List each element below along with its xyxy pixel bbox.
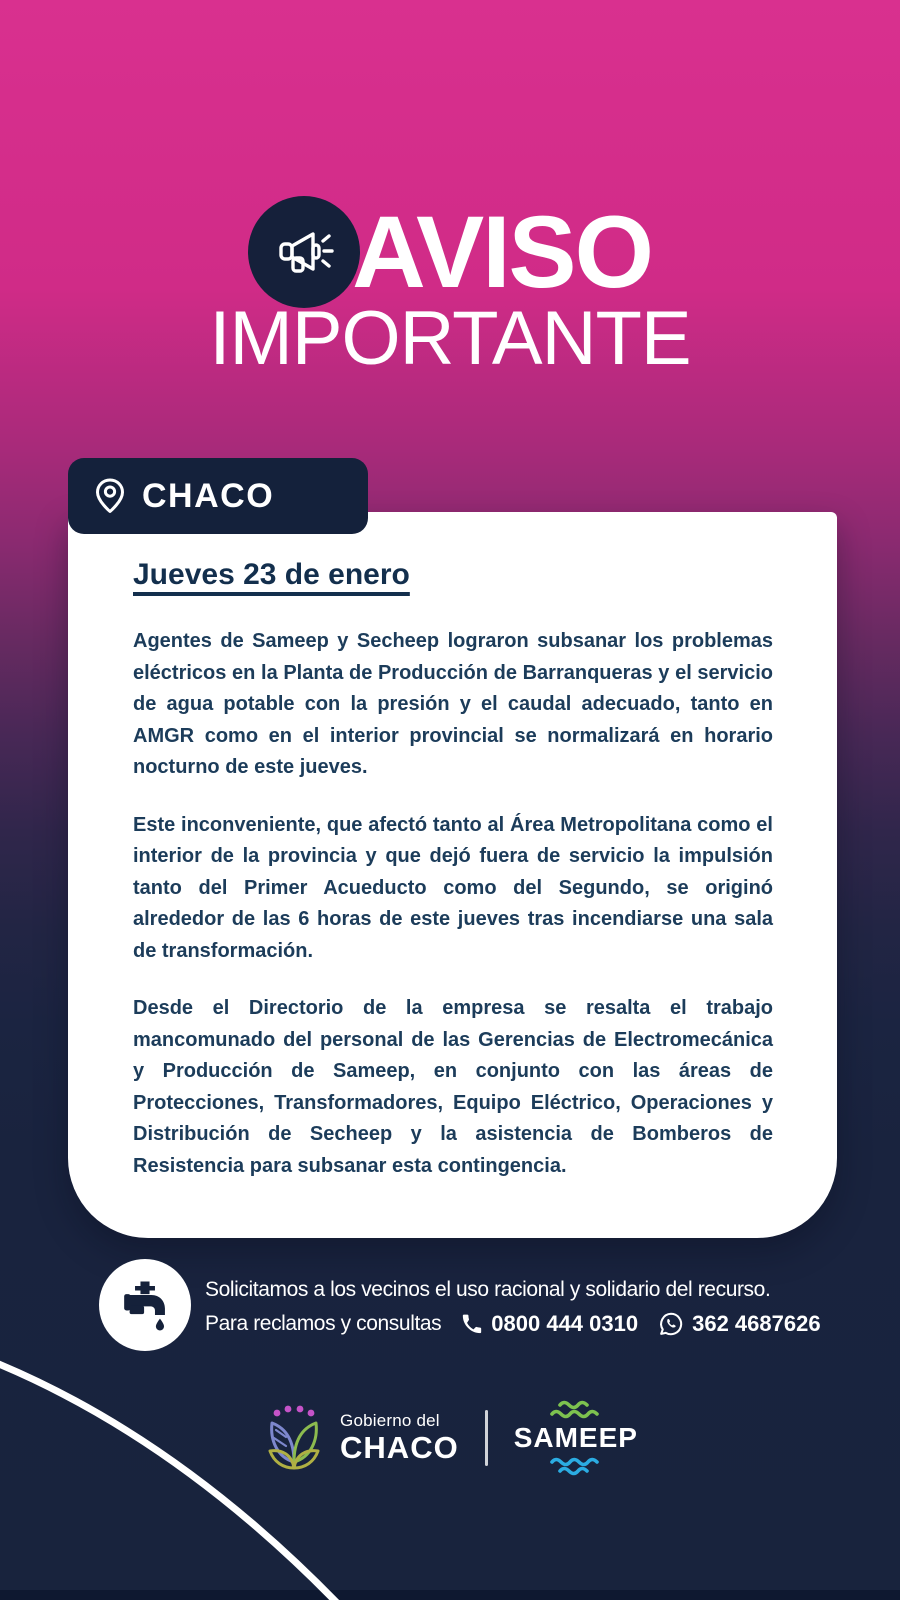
header [0, 196, 900, 308]
sameep-waves-blue-icon [546, 1456, 606, 1478]
faucet-icon [99, 1259, 191, 1351]
sameep-logo [514, 1398, 638, 1478]
location-badge [68, 458, 368, 534]
announcement-card [68, 512, 837, 1238]
logos-bar [0, 1398, 900, 1478]
whatsapp-number: 362 4687626 [692, 1311, 821, 1336]
phone-icon [461, 1313, 483, 1335]
announcement-paragraph-3: Desde el Directorio de la empresa se resalta el trabajo mancomunado del personal de las Gerencias de Electromecánica y Producción de Sameep, en conjunto con las áreas de Protecciones, Transformadores, Equipo Eléctrico, Operaciones y Distribución de Secheep y la asistencia de Bomberos de Resistencia para subsanar esta contingencia. [133, 997, 773, 1177]
announcement-paragraph-2: Este inconveniente, que afectó tanto al Área Metropolitana como el interior de la provincia y que dejó fuera de servicio la impulsión tanto del Primer Acueducto como del Segundo, se originó alrededor de las 6 horas de este jueves tras incendiarse una sala de transformación. [133, 813, 773, 962]
megaphone-icon [248, 196, 360, 308]
poster-subtitle: IMPORTANTE [209, 296, 691, 381]
government-name: CHACO [340, 1430, 459, 1465]
announcement-paragraph-1: Agentes de Sameep y Secheep lograron subsanar los problemas eléctricos en la Planta de Producción de Barranqueras y el servicio de agua potable con la presión y el caudal adecuado, tanto en AMGR como en el interior provincial se normalizará en horario nocturno de este jueves. [133, 630, 773, 778]
whatsapp-icon [658, 1311, 684, 1337]
phone-number: 0800 444 0310 [491, 1311, 639, 1336]
sameep-waves-green-icon [546, 1398, 606, 1420]
government-small-label: Gobierno del [340, 1411, 440, 1430]
location-label: CHACO [142, 476, 275, 515]
sameep-name: SAMEEP [513, 1422, 638, 1453]
location-pin-icon [92, 477, 128, 515]
footer-info [205, 1278, 821, 1337]
contact-label: Para reclamos y consultas [205, 1312, 442, 1335]
logo-divider [485, 1410, 488, 1466]
chaco-government-logo [262, 1402, 459, 1474]
usage-message: Solicitamos a los vecinos el uso racional y solidario del recurso. [205, 1278, 771, 1301]
bottom-strip [0, 1590, 900, 1600]
contact-line [205, 1311, 821, 1337]
chaco-emblem-icon [262, 1402, 326, 1474]
poster-title: AVISO [352, 195, 652, 309]
date-heading: Jueves 23 de enero [133, 558, 410, 591]
